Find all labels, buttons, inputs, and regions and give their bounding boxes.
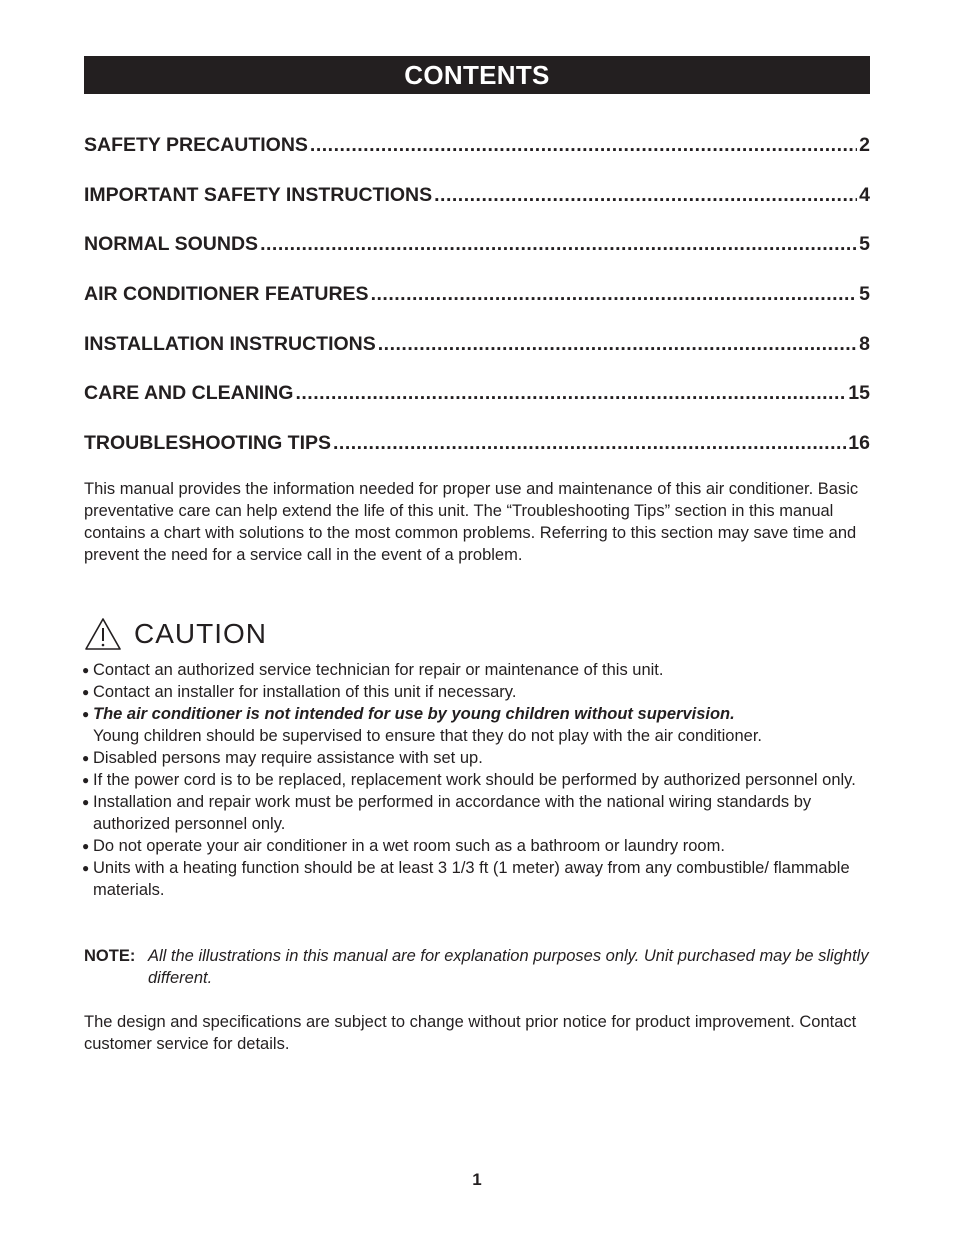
design-notice: The design and specifications are subject to change without prior notice for product improvement. Contact customer service for details. xyxy=(84,1013,857,1053)
toc-entry-care-and-cleaning[interactable] xyxy=(84,378,870,428)
list-item-text: Disabled persons may require assistance with set up. xyxy=(93,749,483,767)
caution-title: CAUTION xyxy=(134,618,267,649)
list-item-content xyxy=(93,703,872,747)
toc-entry-normal-sounds[interactable] xyxy=(84,229,870,279)
toc-leader-dots xyxy=(434,180,857,210)
toc-entry-page: 16 xyxy=(848,432,870,455)
bullet-icon: ● xyxy=(82,839,90,853)
toc-entry-air-conditioner-features[interactable] xyxy=(84,279,870,329)
list-item xyxy=(82,703,872,747)
list-item-text: Contact an installer for installation of this unit if necessary. xyxy=(93,683,517,701)
list-item-text: Young children should be supervised to ensure that they do not play with the air conditioner. xyxy=(93,727,762,745)
note-block xyxy=(84,945,870,989)
bullet-icon: ● xyxy=(82,707,90,721)
contents-banner xyxy=(84,56,870,94)
toc-entry-page: 15 xyxy=(848,382,870,405)
bullet-icon: ● xyxy=(82,685,90,699)
note-label: NOTE: xyxy=(84,947,136,965)
toc-entry-title: NORMAL SOUNDS xyxy=(84,233,259,256)
bullet-icon: ● xyxy=(82,663,90,677)
list-item xyxy=(82,791,872,835)
list-item-text: If the power cord is to be replaced, replacement work should be performed by authorized personnel only. xyxy=(93,771,856,789)
toc-entry-safety-precautions[interactable] xyxy=(84,130,870,180)
toc-leader-dots xyxy=(333,428,846,458)
toc-entry-page: 4 xyxy=(859,183,870,206)
toc-entry-title: TROUBLESHOOTING TIPS xyxy=(84,432,332,455)
table-of-contents xyxy=(84,130,870,478)
note-text: All the illustrations in this manual are for explanation purposes only. Unit purchased may be slightly different. xyxy=(148,947,869,987)
toc-entry-installation-instructions[interactable] xyxy=(84,329,870,379)
toc-entry-title: INSTALLATION INSTRUCTIONS xyxy=(84,332,376,355)
list-item-text: Units with a heating function should be at least 3 1/3 ft (1 meter) away from any combustible/ flammable materials. xyxy=(93,859,850,899)
toc-entry-title: CARE AND CLEANING xyxy=(84,382,294,405)
list-item-text: Do not operate your air conditioner in a wet room such as a bathroom or laundry room. xyxy=(93,837,725,855)
toc-entry-page: 5 xyxy=(859,233,870,256)
warning-triangle-icon xyxy=(84,617,122,651)
bullet-icon: ● xyxy=(82,751,90,765)
caution-list xyxy=(82,659,872,901)
toc-leader-dots xyxy=(260,229,857,259)
toc-entry-important-safety-instructions[interactable] xyxy=(84,180,870,230)
list-item xyxy=(82,681,872,703)
list-item-emphasis: The air conditioner is not intended for use by young children without supervision. xyxy=(93,705,735,723)
toc-leader-dots xyxy=(371,279,858,309)
list-item-text: Contact an authorized service technician for repair or maintenance of this unit. xyxy=(93,661,664,679)
page-number: 1 xyxy=(472,1170,482,1189)
list-item xyxy=(82,835,872,857)
toc-entry-title: AIR CONDITIONER FEATURES xyxy=(84,283,369,306)
list-item xyxy=(82,769,872,791)
toc-entry-page: 5 xyxy=(859,283,870,306)
list-item xyxy=(82,747,872,769)
toc-entry-title: IMPORTANT SAFETY INSTRUCTIONS xyxy=(84,183,433,206)
toc-entry-page: 2 xyxy=(859,134,870,156)
bullet-icon: ● xyxy=(82,795,90,809)
caution-heading xyxy=(84,614,267,654)
bullet-icon: ● xyxy=(82,861,90,875)
toc-entry-troubleshooting-tips[interactable] xyxy=(84,428,870,478)
list-item-text: Installation and repair work must be performed in accordance with the national wiring standards by authorized personnel only. xyxy=(93,793,812,833)
toc-leader-dots xyxy=(310,130,857,160)
list-item xyxy=(82,857,872,901)
toc-entry-page: 8 xyxy=(859,332,870,355)
bullet-icon: ● xyxy=(82,773,90,787)
list-item xyxy=(82,659,872,681)
page-title: CONTENTS xyxy=(404,60,550,90)
toc-leader-dots xyxy=(295,378,846,408)
toc-leader-dots xyxy=(378,329,857,359)
intro-paragraph: This manual provides the information needed for proper use and maintenance of this air conditioner. Basic preventative care can help extend the life of this unit. The “Troubleshooting Tips” section in this manual contains a chart with solutions to the most common problems. Referring to this section may save time and prevent the need for a service call in the event of a problem. xyxy=(84,480,859,564)
toc-entry-title: SAFETY PRECAUTIONS xyxy=(84,134,308,156)
